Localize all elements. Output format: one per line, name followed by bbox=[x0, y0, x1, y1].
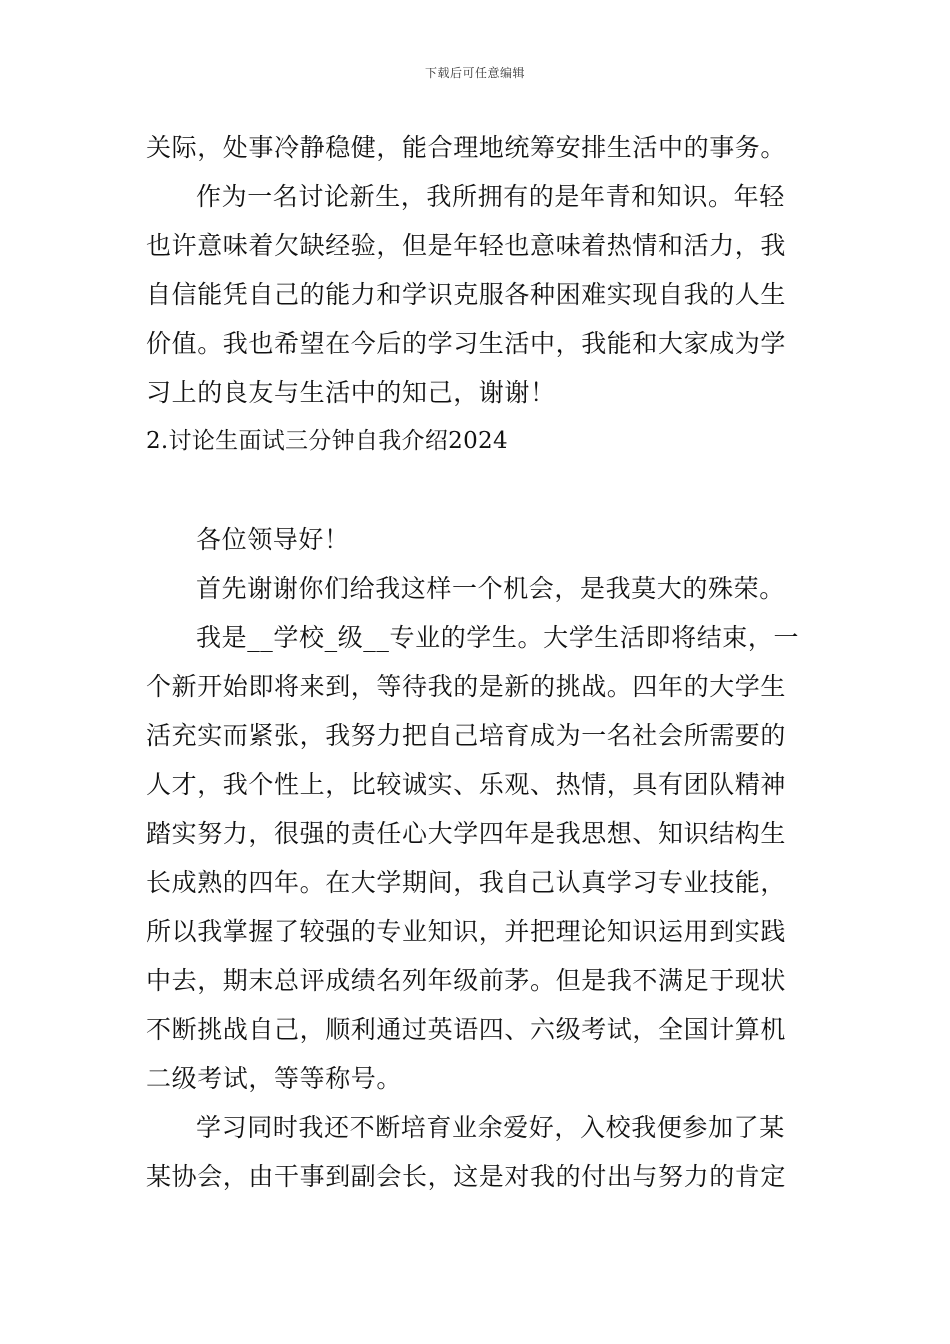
text-line: 活充实而紧张，我努力把自己培育成为一名社会所需要的 bbox=[146, 721, 787, 750]
text-line: 也许意味着欠缺经验，但是年轻也意味着热情和活力，我 bbox=[146, 231, 787, 260]
text-line: 某协会，由干事到副会长，这是对我的付出与努力的肯定 bbox=[146, 1162, 787, 1191]
text-line: 习上的良友与生活中的知己，谢谢！ bbox=[146, 378, 556, 407]
document-body bbox=[146, 123, 806, 1201]
text-line: 个新开始即将来到，等待我的是新的挑战。四年的大学生 bbox=[146, 672, 787, 701]
text-line: 中去，期末总评成绩名列年级前茅。但是我不满足于现状 bbox=[146, 966, 787, 995]
section-heading: 2.讨论生面试三分钟自我介绍2024 bbox=[146, 428, 508, 454]
text-line: 人才，我个性上，比较诚实、乐观、热情，具有团队精神 bbox=[146, 770, 787, 799]
paragraph-gap bbox=[146, 466, 806, 515]
text-line: 各位领导好！ bbox=[196, 525, 350, 554]
text-line: 二级考试，等等称号。 bbox=[146, 1064, 403, 1093]
text-line: 踏实努力，很强的责任心大学四年是我思想、知识结构生 bbox=[146, 819, 787, 848]
text-line: 不断挑战自己，顺利通过英语四、六级考试，全国计算机 bbox=[146, 1015, 787, 1044]
text-line: 学习同时我还不断培育业余爱好，入校我便参加了某 bbox=[196, 1113, 785, 1142]
text-line: 价值。我也希望在今后的学习生活中，我能和大家成为学 bbox=[146, 329, 787, 358]
text-line: 所以我掌握了较强的专业知识，并把理论知识运用到实践 bbox=[146, 917, 787, 946]
page-header-note: 下载后可任意编辑 bbox=[424, 66, 525, 80]
text-line: 长成熟的四年。在大学期间，我自己认真学习专业技能， bbox=[146, 868, 787, 897]
text-line: 作为一名讨论新生，我所拥有的是年青和知识。年轻 bbox=[196, 182, 785, 211]
text-line: 我是__学校_级__专业的学生。大学生活即将结束，一 bbox=[196, 623, 800, 652]
text-line: 首先谢谢你们给我这样一个机会，是我莫大的殊荣。 bbox=[196, 574, 785, 603]
text-line: 自信能凭自己的能力和学识克服各种困难实现自我的人生 bbox=[146, 280, 787, 309]
text-line: 关际，处事冷静稳健，能合理地统筹安排生活中的事务。 bbox=[146, 133, 787, 162]
